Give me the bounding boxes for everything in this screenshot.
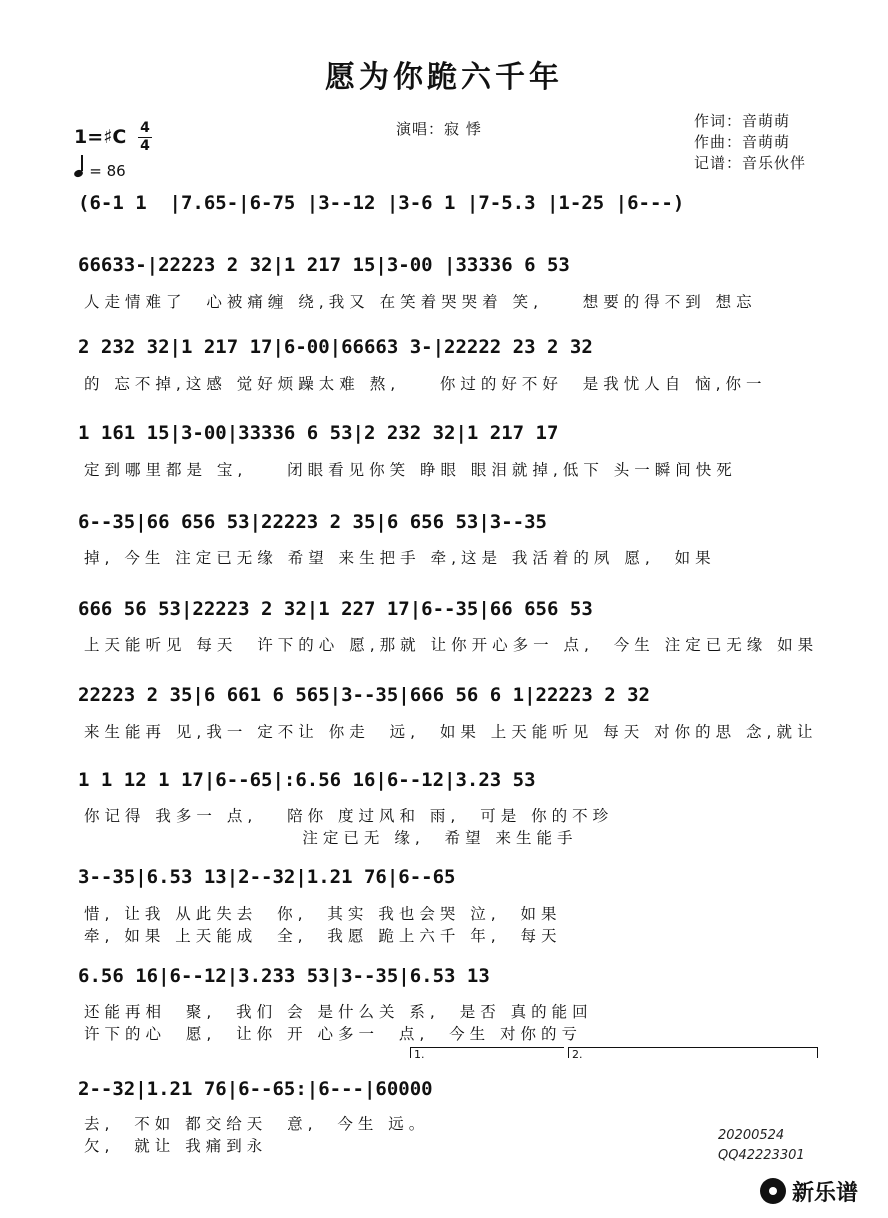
first-ending-bracket — [410, 1047, 564, 1061]
lyric-line-2: 人走情难了 心被痛缠 绕,我又 在笑着哭哭着 笑, 想要的得不到 想忘 — [84, 293, 757, 311]
time-signature-top: 4 — [140, 120, 150, 136]
music-system-2: 66633-|22223 2 32|1 217 15|3-00 |33336 6 53 — [78, 254, 570, 276]
lyricist-credit: 作词：音萌萌 — [694, 112, 791, 130]
date-stamp: 20200524 — [718, 1128, 785, 1143]
music-system-6: 666 56 53|22223 2 32|1 227 17|6--35|66 656 53 — [78, 598, 593, 620]
record-disc-icon — [760, 1178, 786, 1204]
music-system-11: 2--32|1.21 76|6--65:|6---|60000 — [78, 1078, 433, 1100]
music-system-5: 6--35|66 656 53|22223 2 35|6 656 53|3--35 — [78, 511, 547, 533]
time-signature-bottom: 4 — [140, 138, 150, 154]
tempo-value: = 86 — [89, 162, 126, 180]
composer-credit: 作曲：音萌萌 — [694, 133, 791, 151]
singer-credit: 演唱：寂 悸 — [396, 120, 482, 138]
music-system-1: (6-1 1 |7.65-|6-75 |3--12 |3-6 1 |7-5.3 |1-25 |6---) — [78, 192, 685, 214]
music-system-9: 3--35|6.53 13|2--32|1.21 76|6--65 — [78, 866, 456, 888]
lyric-line-7: 来生能再 见,我一 定不让 你走 远, 如果 上天能听见 每天 对你的思 念,就让 — [84, 723, 818, 741]
lyric-line-4: 定到哪里都是 宝, 闭眼看见你笑 睁眼 眼泪就掉,低下 头一瞬间快死 — [84, 461, 737, 479]
qq-number: QQ42223301 — [718, 1148, 805, 1163]
music-system-8: 1 1 12 1 17|6--65|:6.56 16|6--12|3.23 53 — [78, 769, 536, 791]
site-logo-text: 新乐谱 — [792, 1181, 859, 1206]
key-signature: 1=♯C — [74, 126, 127, 148]
second-ending-bracket — [568, 1047, 818, 1061]
music-system-3: 2 232 32|1 217 17|6-00|66663 3-|22222 23 2 32 — [78, 336, 593, 358]
lyric-line-11b: 欠, 就让 我痛到永 — [84, 1137, 268, 1155]
lyric-line-9b: 牵, 如果 上天能成 全, 我愿 跪上六千 年, 每天 — [84, 927, 562, 945]
lyric-line-3: 的 忘不掉,这感 觉好烦躁太难 熬, 你过的好不好 是我忧人自 恼,你一 — [84, 375, 767, 393]
transcriber-credit: 记谱：音乐伙伴 — [694, 154, 807, 172]
lyric-line-10b: 许下的心 愿, 让你 开 心多一 点, 今生 对你的亏 — [84, 1025, 583, 1043]
lyric-line-10a: 还能再相 聚, 我们 会 是什么关 系, 是否 真的能回 — [84, 1003, 593, 1021]
tempo-marking — [74, 160, 126, 180]
lyric-line-9a: 惜, 让我 从此失去 你, 其实 我也会哭 泣, 如果 — [84, 905, 562, 923]
first-ending-label: 1. — [414, 1048, 425, 1061]
song-title: 愿为你跪六千年 — [325, 60, 563, 95]
lyric-line-8a: 你记得 我多一 点, 陪你 度过风和 雨, 可是 你的不珍 — [84, 807, 614, 825]
lyric-line-6: 上天能听见 每天 许下的心 愿,那就 让你开心多一 点, 今生 注定已无缘 如果 — [84, 636, 819, 654]
lyric-line-8b: 注定已无 缘, 希望 来生能手 — [84, 829, 578, 847]
time-signature — [138, 120, 152, 155]
music-system-7: 22223 2 35|6 661 6 565|3--35|666 56 6 1|22223 2 32 — [78, 684, 650, 706]
music-system-4: 1 161 15|3-00|33336 6 53|2 232 32|1 217 17 — [78, 422, 559, 444]
music-system-10: 6.56 16|6--12|3.233 53|3--35|6.53 13 — [78, 965, 490, 987]
lyric-line-5: 掉, 今生 注定已无缘 希望 来生把手 牵,这是 我活着的夙 愿, 如果 — [84, 549, 716, 567]
lyric-line-11a: 去, 不如 都交给天 意, 今生 远。 — [84, 1115, 430, 1133]
second-ending-label: 2. — [572, 1048, 583, 1061]
